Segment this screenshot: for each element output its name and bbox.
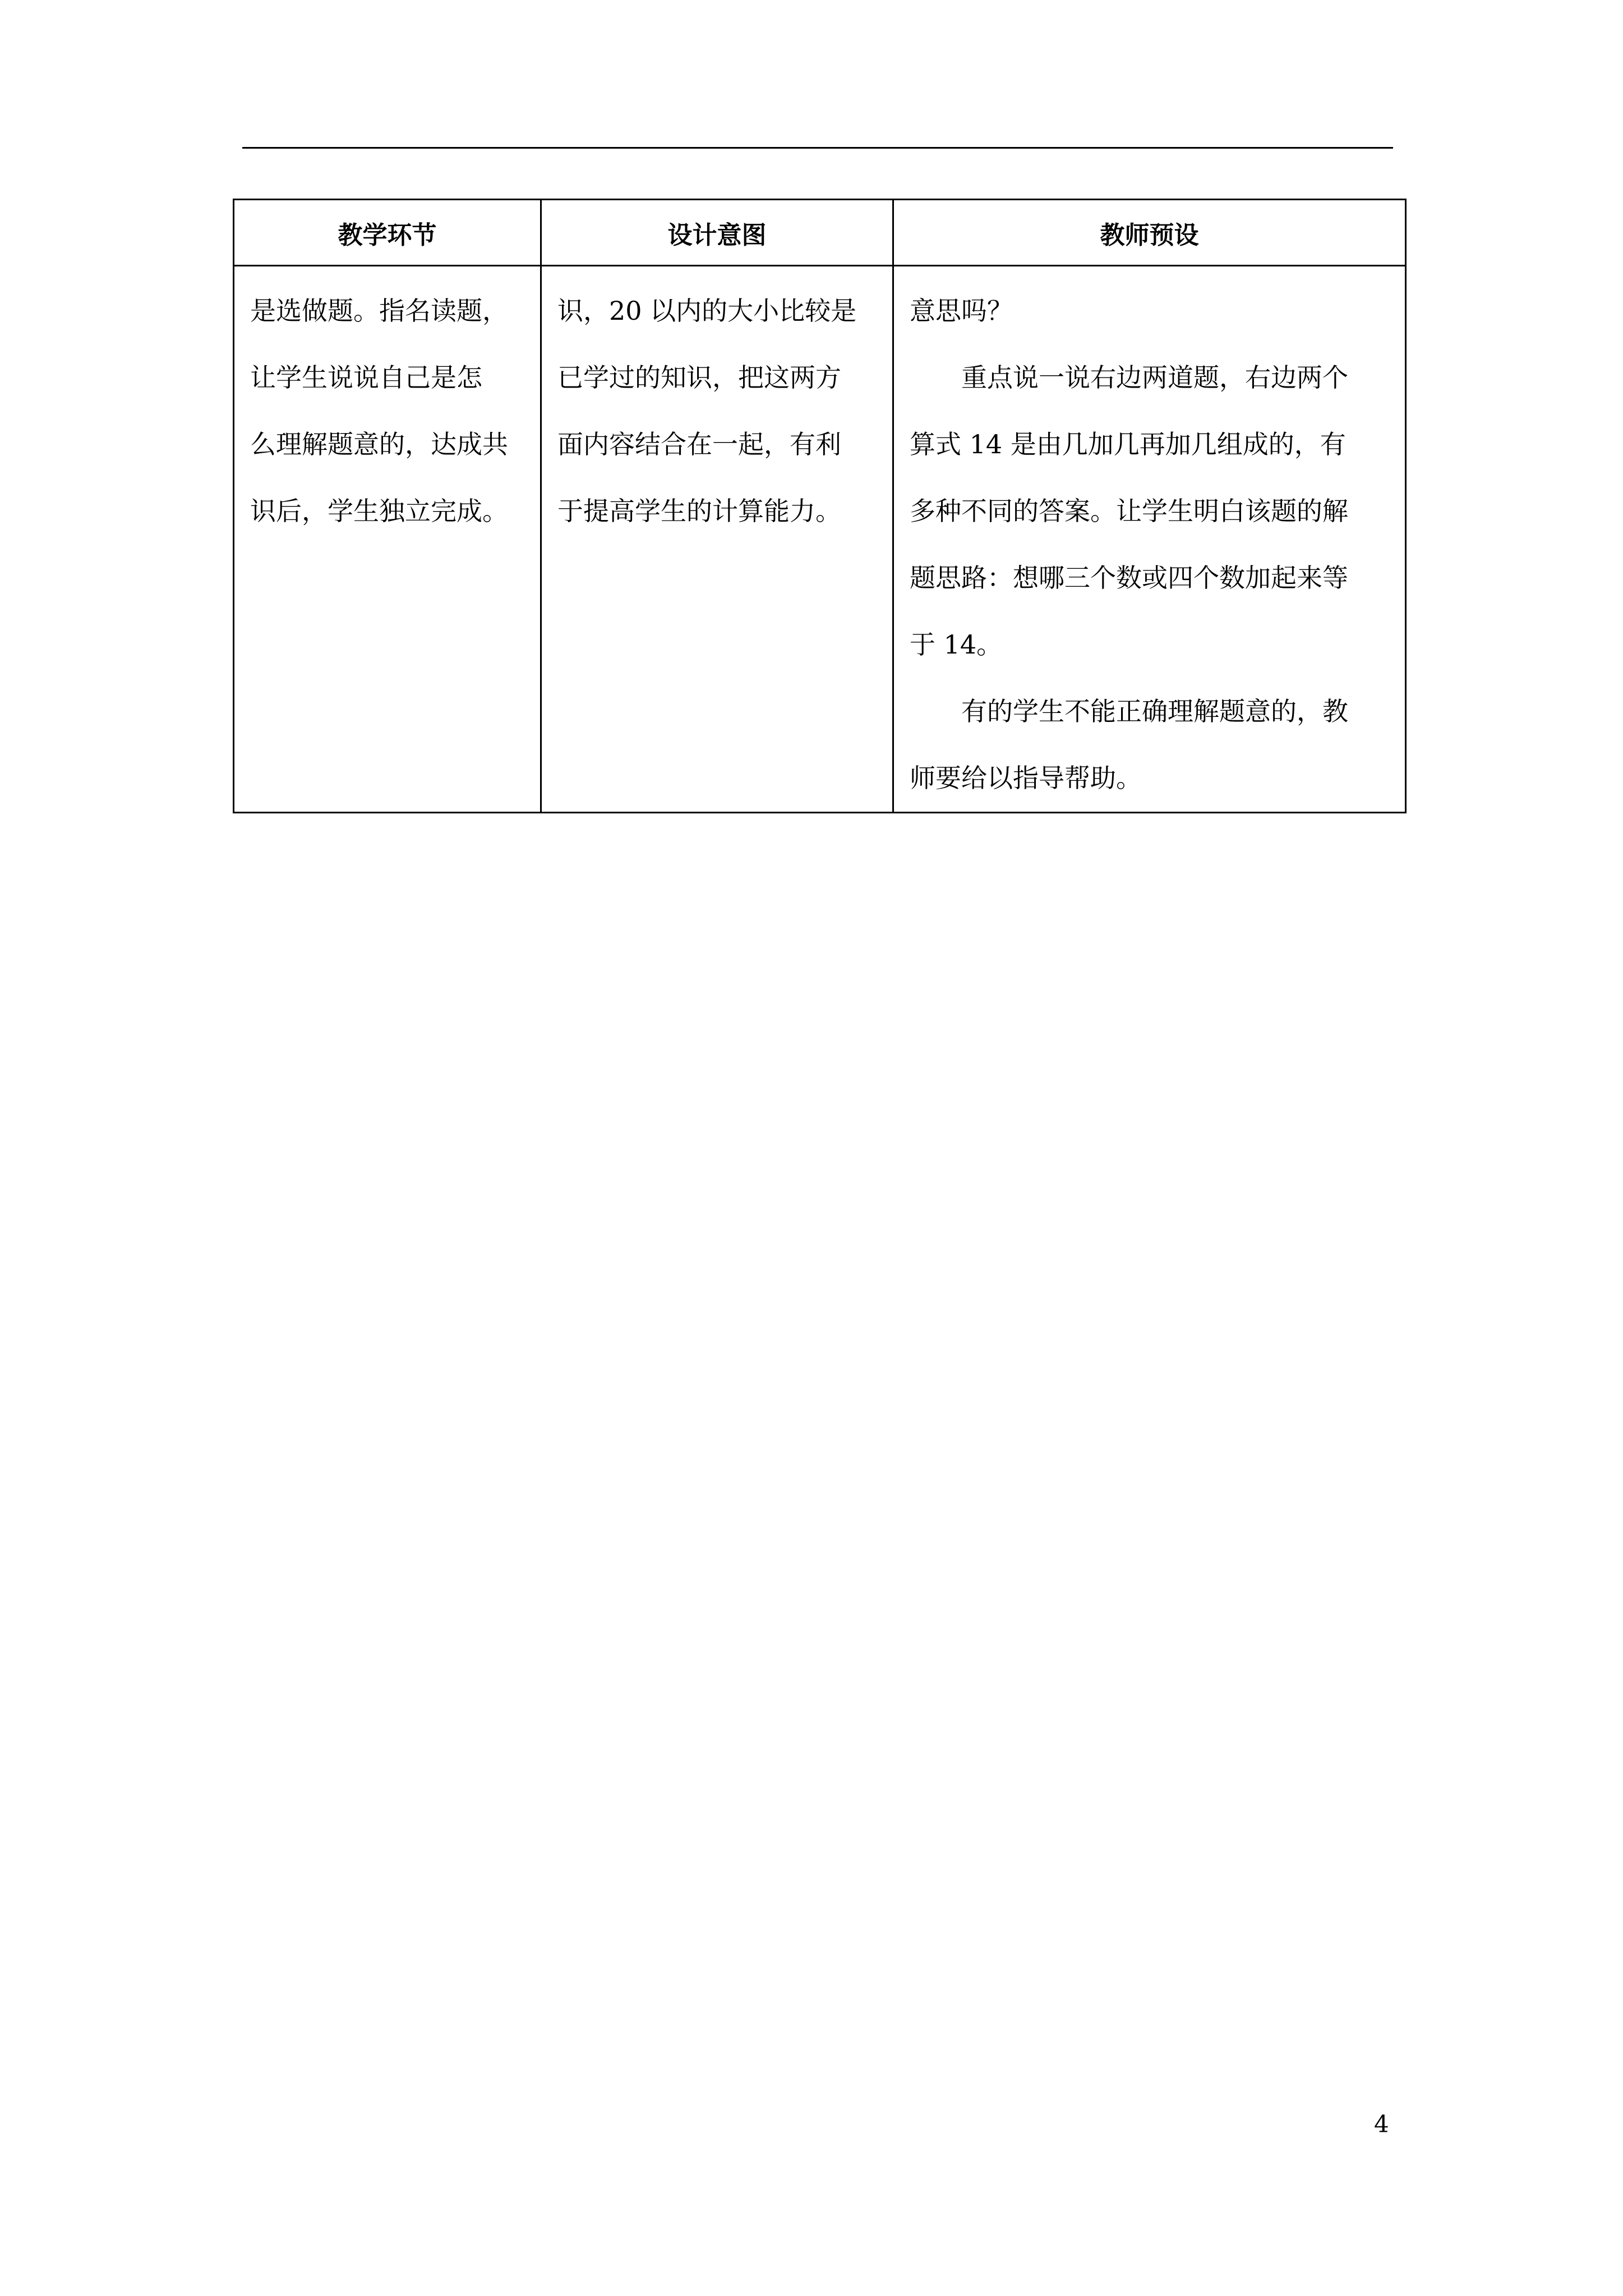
page-number: 4 — [1374, 2110, 1389, 2138]
teacher-preset-cell — [893, 266, 1406, 813]
teacher-preset-line: 师要给以指导帮助。 — [910, 763, 1142, 793]
teacher-preset-line: 于 14。 — [910, 629, 1003, 660]
header-teaching-stage: 教学环节 — [234, 200, 541, 266]
teacher-preset-line: 算式 14 是由几加几再加几组成的，有 — [910, 429, 1346, 459]
lesson-plan-table — [233, 199, 1407, 813]
design-intent-line: 于提高学生的计算能力。 — [557, 496, 841, 526]
header-teacher-preset: 教师预设 — [893, 200, 1406, 266]
teacher-preset-line: 有的学生不能正确理解题意的，教 — [961, 696, 1348, 726]
table-row — [234, 266, 1406, 813]
design-intent-line: 已学过的知识，把这两方 — [557, 362, 841, 393]
teacher-preset-line: 意思吗？ — [910, 296, 1013, 326]
teaching-stage-line: 识后，学生独立完成。 — [250, 496, 508, 526]
teaching-stage-cell — [234, 266, 541, 813]
teacher-preset-line: 重点说一说右边两道题，右边两个 — [961, 362, 1348, 393]
teacher-preset-line: 题思路：想哪三个数或四个数加起来等 — [910, 563, 1348, 593]
teaching-stage-line: 是选做题。指名读题， — [250, 296, 508, 326]
teaching-stage-line: 么理解题意的，达成共 — [250, 429, 508, 459]
table-header-row — [234, 200, 1406, 266]
design-intent-cell — [541, 266, 893, 813]
design-intent-line: 识，20 以内的大小比较是 — [557, 296, 857, 326]
teacher-preset-line: 多种不同的答案。让学生明白该题的解 — [910, 496, 1348, 526]
design-intent-line: 面内容结合在一起，有利 — [557, 429, 841, 459]
header-design-intent: 设计意图 — [541, 200, 893, 266]
teaching-stage-line: 让学生说说自己是怎 — [250, 362, 482, 393]
header-rule — [242, 147, 1393, 149]
